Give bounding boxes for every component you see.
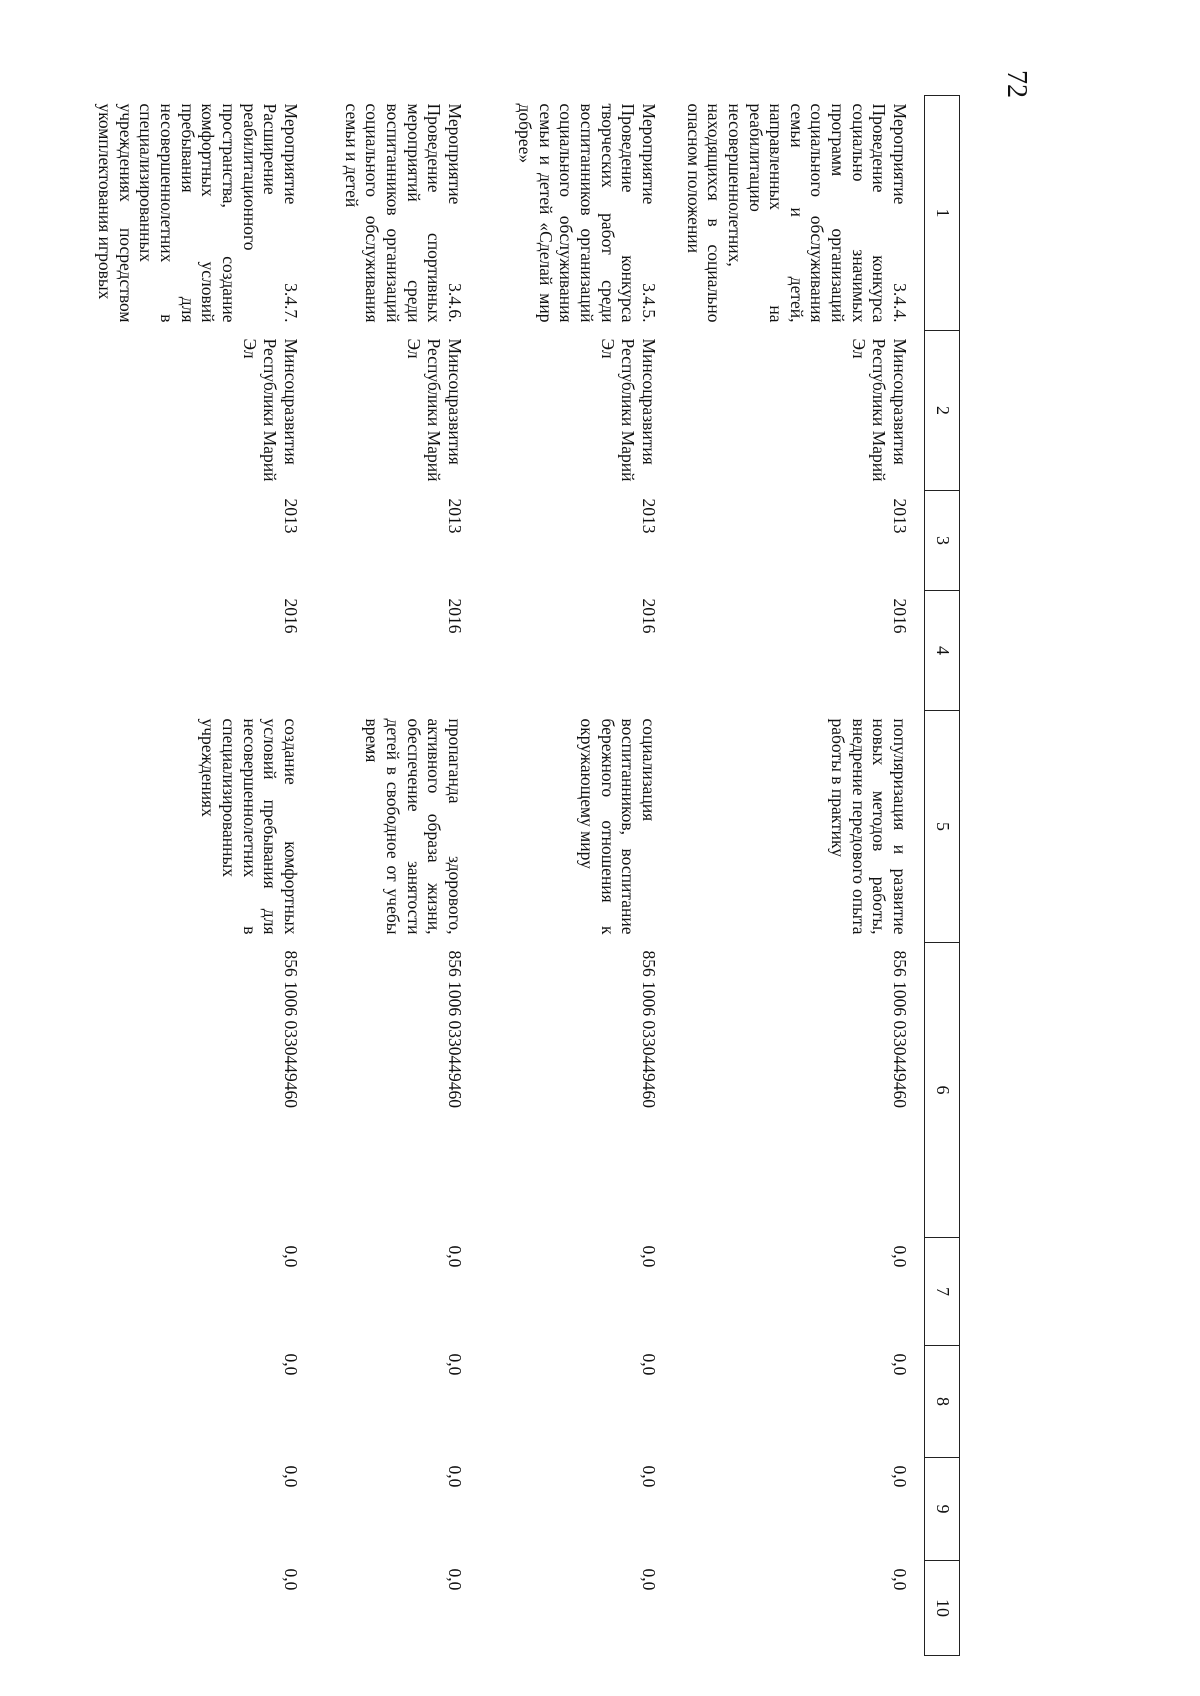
column-header: 6: [925, 943, 960, 1238]
column-header: 3: [925, 491, 960, 591]
value-col10: 0,0: [890, 1568, 910, 1591]
column-header: 2: [925, 331, 960, 491]
value-col9: 0,0: [890, 1465, 910, 1488]
measure-description: Мероприятие 3.4.7. Расширение реабилитационного пространства, создание комфортных условий пребывания для несовершеннолетних в специализированных учреждениях посредством укомплектования игровых: [95, 103, 301, 323]
column-header: 9: [925, 1458, 960, 1561]
expected-result: социализация воспитанников, воспитание бережного отношения к окружающему миру: [577, 718, 659, 935]
executor: Минсоцразвития Республики Марий Эл: [239, 338, 301, 482]
column-header: 5: [925, 711, 960, 943]
executor: Минсоцразвития Республики Марий Эл: [403, 338, 465, 482]
budget-code: 856 1006 0330449460: [444, 950, 465, 1108]
value-col10: 0,0: [638, 1568, 659, 1591]
value-col9: 0,0: [280, 1465, 301, 1488]
page-number: 72: [1001, 70, 1032, 98]
start-year: 2013: [890, 498, 910, 534]
value-col8: 0,0: [638, 1353, 659, 1376]
start-year: 2013: [638, 498, 659, 534]
value-col7: 0,0: [444, 1245, 465, 1268]
end-year: 2016: [444, 598, 465, 634]
table-row: [479, 96, 673, 1656]
value-col7: 0,0: [890, 1245, 910, 1268]
column-header: 4: [925, 591, 960, 711]
executor: Минсоцразвития Республики Марий Эл: [848, 338, 910, 482]
measure-description: Мероприятие 3.4.5. Проведение конкурса творческих работ среди воспитанников организаций социального обслуживания семьи и детей «Сделай мир добрее»: [515, 103, 659, 323]
column-header: 7: [925, 1238, 960, 1346]
executor: Минсоцразвития Республики Марий Эл: [597, 338, 659, 482]
expected-result: создание комфортных условий пребывания для несовершеннолетних в специализированных учреждениях: [198, 718, 301, 935]
value-col8: 0,0: [890, 1353, 910, 1376]
value-col10: 0,0: [280, 1568, 301, 1591]
value-col8: 0,0: [280, 1353, 301, 1376]
end-year: 2016: [638, 598, 659, 634]
start-year: 2013: [280, 498, 301, 534]
table-row: [61, 96, 315, 1656]
expected-result: популяризация и развитие новых методов работы, внедрение передового опыта работы в практику: [828, 718, 910, 935]
table-header-row: [925, 96, 960, 1656]
table-row: [673, 96, 925, 1656]
budget-code: 856 1006 0330449460: [890, 950, 910, 1108]
budget-code: 856 1006 0330449460: [280, 950, 301, 1108]
end-year: 2016: [890, 598, 910, 634]
measure-description: Мероприятие 3.4.6. Проведение спортивных мероприятий среди воспитанников организаций социального обслуживания семьи и детей: [341, 103, 465, 323]
budget-code: 856 1006 0330449460: [638, 950, 659, 1108]
value-col7: 0,0: [280, 1245, 301, 1268]
value-col7: 0,0: [638, 1245, 659, 1268]
value-col10: 0,0: [444, 1568, 465, 1591]
start-year: 2013: [444, 498, 465, 534]
column-header: 8: [925, 1346, 960, 1458]
measure-description: Мероприятие 3.4.4. Проведение конкурса социально значимых программ организаций социального обслуживания семьи и детей, направленных на реабилитацию несовершеннолетних, находящихся в социально опасном положении: [683, 103, 910, 323]
column-header: 1: [925, 96, 960, 331]
column-header: 10: [925, 1561, 960, 1656]
table-row: [315, 96, 479, 1656]
value-col9: 0,0: [638, 1465, 659, 1488]
value-col8: 0,0: [444, 1353, 465, 1376]
end-year: 2016: [280, 598, 301, 634]
program-table: [61, 95, 960, 1656]
expected-result: пропаганда здорового, активного образа жизни, обеспечение занятости детей в свободное от учебы время: [362, 718, 465, 935]
value-col9: 0,0: [444, 1465, 465, 1488]
